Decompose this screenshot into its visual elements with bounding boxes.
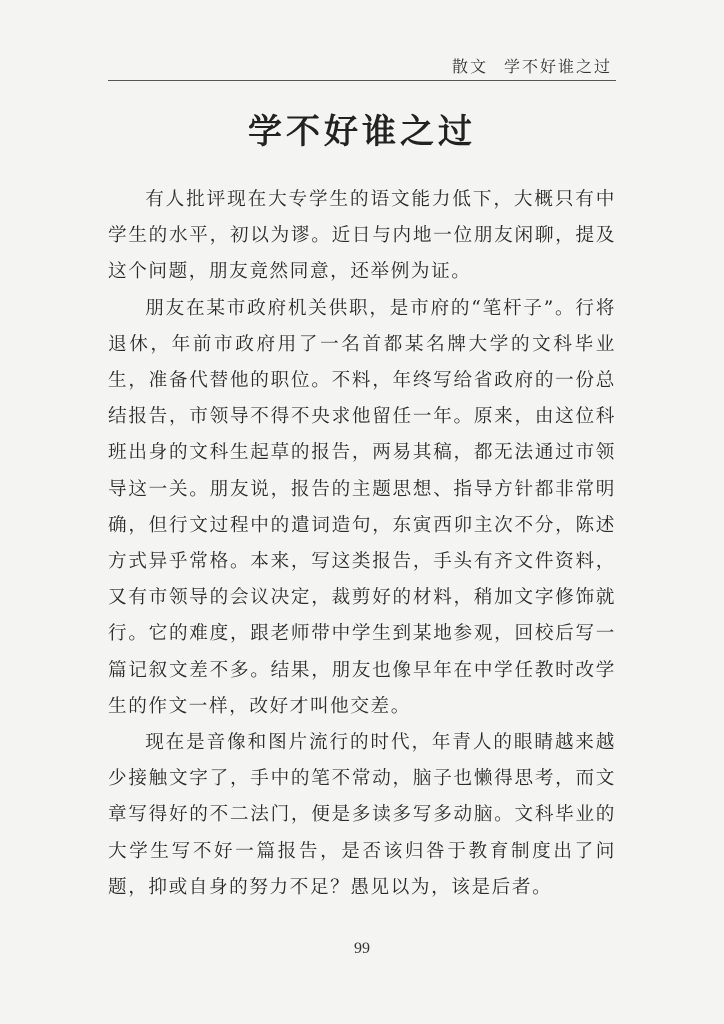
paragraph-3: 现在是音像和图片流行的时代，年青人的眼睛越来越少接触文字了，手中的笔不常动，脑子也懒得思考，而文章写得好的不二法门，便是多读多写多动脑。文科毕业的大学生写不好一篇报告，是否该归咎于教育制度出了问题，抑或自身的努力不足？愚见以为，该是后者。 [108,732,616,898]
paragraph-2: 朋友在某市政府机关供职，是市府的“笔杆子”。行将退休，年前市政府用了一名首都某名牌大学的文科毕业生，准备代替他的职位。不料，年终写给省政府的一份总结报告，市领导不得不央求他留任一年。原来，由这位科班出身的文科生起草的报告，两易其稿，都无法通过市领导这一关。朋友说，报告的主题思想、指导方针都非常明确，但行文过程中的遣词造句，东寅西卯主次不分，陈述方式异乎常格。本来，写这类报告，手头有齐文件资料，又有市领导的会议决定，裁剪好的材料，稍加文字修饰就行。它的难度，跟老师带中学生到某地参观，回校后写一篇记叙文差不多。结果，朋友也像早年在中学任教时改学生的作文一样，改好才叫他交差。 [108,297,616,717]
article-body [108,182,616,906]
article-title: 学不好谁之过 [248,112,476,152]
page-number: 99 [354,940,370,957]
running-head [452,54,612,77]
header-rule [108,80,616,81]
paragraph-1: 有人批评现在大专学生的语文能力低下，大概只有中学生的水平，初以为谬。近日与内地一位朋友闲聊，提及这个问题，朋友竟然同意，还举例为证。 [108,189,616,283]
running-head-section: 散文 [451,57,488,76]
running-head-chapter: 学不好谁之过 [503,57,612,76]
